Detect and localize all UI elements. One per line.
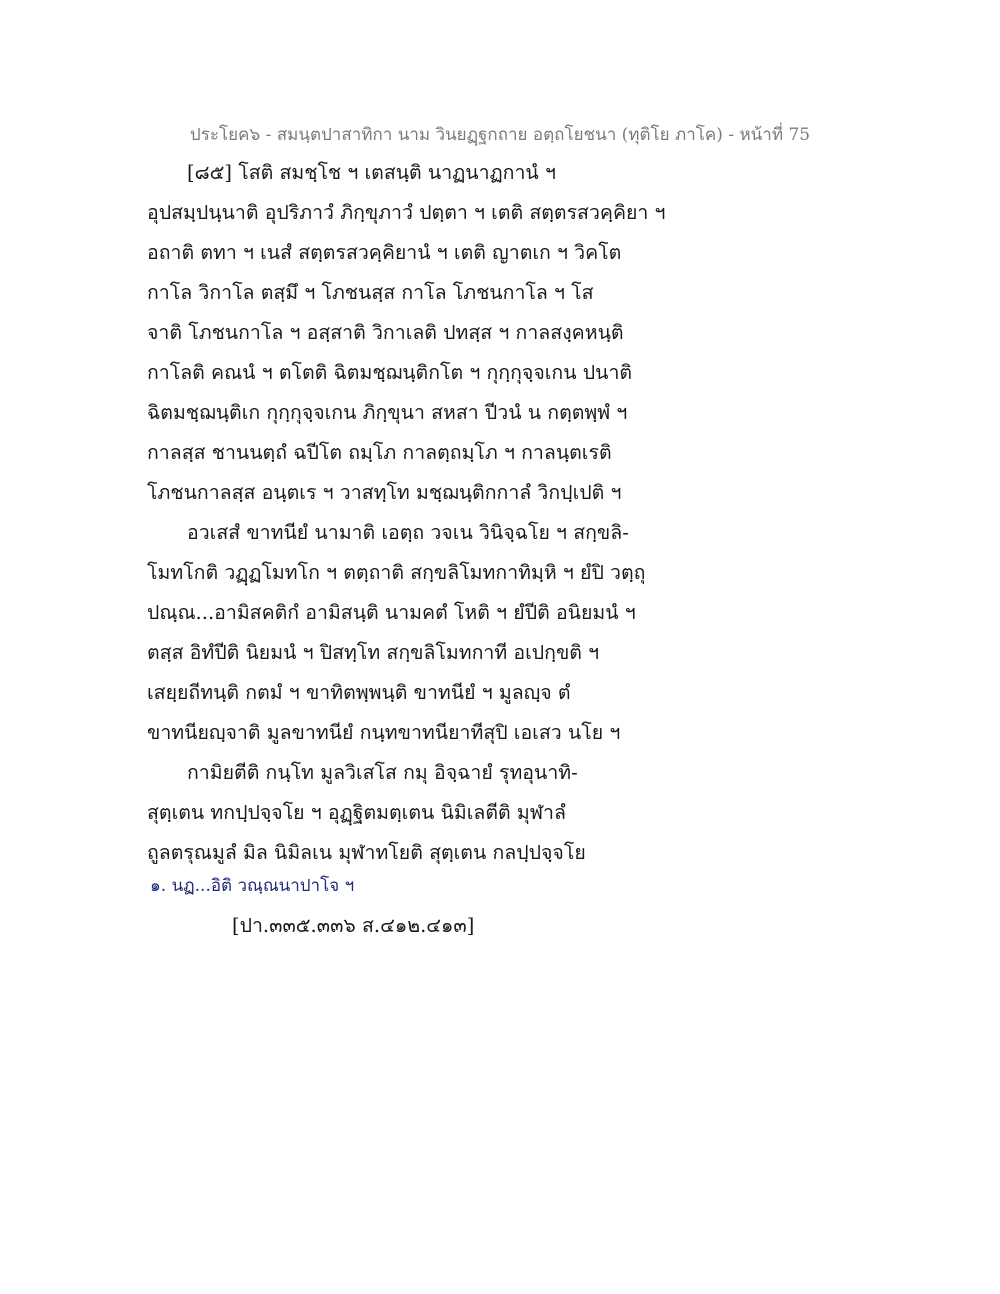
text-line: ฉิตมชฺฌนฺติเก กุกฺกุจฺจเกน ภิกฺขุนา สหสา ปีวนํ น กตฺตพฺพํ ฯ xyxy=(147,401,628,424)
text-line: เสยฺยถีทนฺติ กตมํ ฯ ขาทิตพฺพนฺติ ขาทนียํ ฯ มูลญฺจ ตํ xyxy=(147,681,571,704)
text-line: กาโล วิกาโล ตสฺมึ ฯ โภชนสฺส กาโล โภชนกาโล ฯ โส xyxy=(147,281,594,304)
text-line: [๘๕] โสติ สมชฺโช ฯ เตสนฺติ นาฏนาฏกานํ ฯ xyxy=(187,161,556,184)
running-header: ประโยค๖ - สมนฺตปาสาทิกา นาม วินยฏฺฐกถาย อตฺถโยชนา (ทุติโย ภาโค) - หน้าที่ 75 xyxy=(189,125,811,145)
text-line: สุตฺเตน ทกปฺปจฺจโย ฯ อุฏฺฐิตมตฺเตน นิมิเลตีติ มุฬาลํ xyxy=(147,801,566,824)
text-line: ถูลตรุณมูลํ มิล นิมิลเน มุฬาทโยติ สุตฺเตน กลปฺปจฺจโย xyxy=(147,841,586,864)
text-line: อวเสสํ ขาทนียํ นามาติ เอตฺถ วจเน วินิจฺฉโย ฯ สกฺขลิ- xyxy=(187,521,629,544)
text-line: อุปสมฺปนฺนาติ อุปริภาวํ ภิกฺขุภาวํ ปตฺตา ฯ เตติ สตฺตรสวคฺคิยา ฯ xyxy=(147,201,666,224)
text-line: โภชนกาลสฺส อนฺตเร ฯ วาสทฺโท มชฺฌนฺติกกาลํ วิกปฺเปติ ฯ xyxy=(147,481,622,504)
page-reference: [ปา.๓๓๕.๓๓๖ ส.๔๑๒.๔๑๓] xyxy=(232,914,475,937)
footnote: ๑. นฏ...อิติ วณฺณนาปาโจ ฯ xyxy=(150,876,355,896)
text-line: กาโลติ คณนํ ฯ ตโตติ ฉิตมชฺฌนฺติกโต ฯ กุกฺกุจฺจเกน ปนาติ xyxy=(147,361,633,384)
body-text xyxy=(147,153,707,873)
text-line: กามิยตีติ กนฺโท มูลวิเสโส กมุ อิจฺฉายํ รุทอุนาทิ- xyxy=(187,761,578,784)
text-line: ปณฺณ...อามิสคติกํ อามิสนฺติ นามคตํ โหติ ฯ ยํปีติ อนิยมนํ ฯ xyxy=(147,601,636,624)
text-line: ขาทนียญฺจาติ มูลขาทนียํ กนฺทขาทนียาทีสุปิ เอเสว นโย ฯ xyxy=(147,721,621,744)
text-line: จาติ โภชนกาโล ฯ อสฺสาติ วิกาเลติ ปทสฺส ฯ กาลสงฺคหนฺติ xyxy=(147,321,624,344)
text-line: ตสฺส อิทํปีติ นิยมนํ ฯ ปิสทฺโท สกฺขลิโมทกาที อเปกฺขติ ฯ xyxy=(147,641,600,664)
text-line: อถาติ ตทา ฯ เนสํ สตฺตรสวคฺคิยานํ ฯ เตติ ญาตเก ฯ วิคโต xyxy=(147,241,622,264)
text-line: โมทโกติ วฏฺฏโมทโก ฯ ตตฺถาติ สกฺขลิโมทกาทิมฺหิ ฯ ยํปิ วตฺถุ xyxy=(147,561,646,584)
text-line: กาลสฺส ชานนตฺถํ ฉปีโต ถมฺโภ กาลตฺถมฺโภ ฯ กาลนฺตเรติ xyxy=(147,441,612,464)
